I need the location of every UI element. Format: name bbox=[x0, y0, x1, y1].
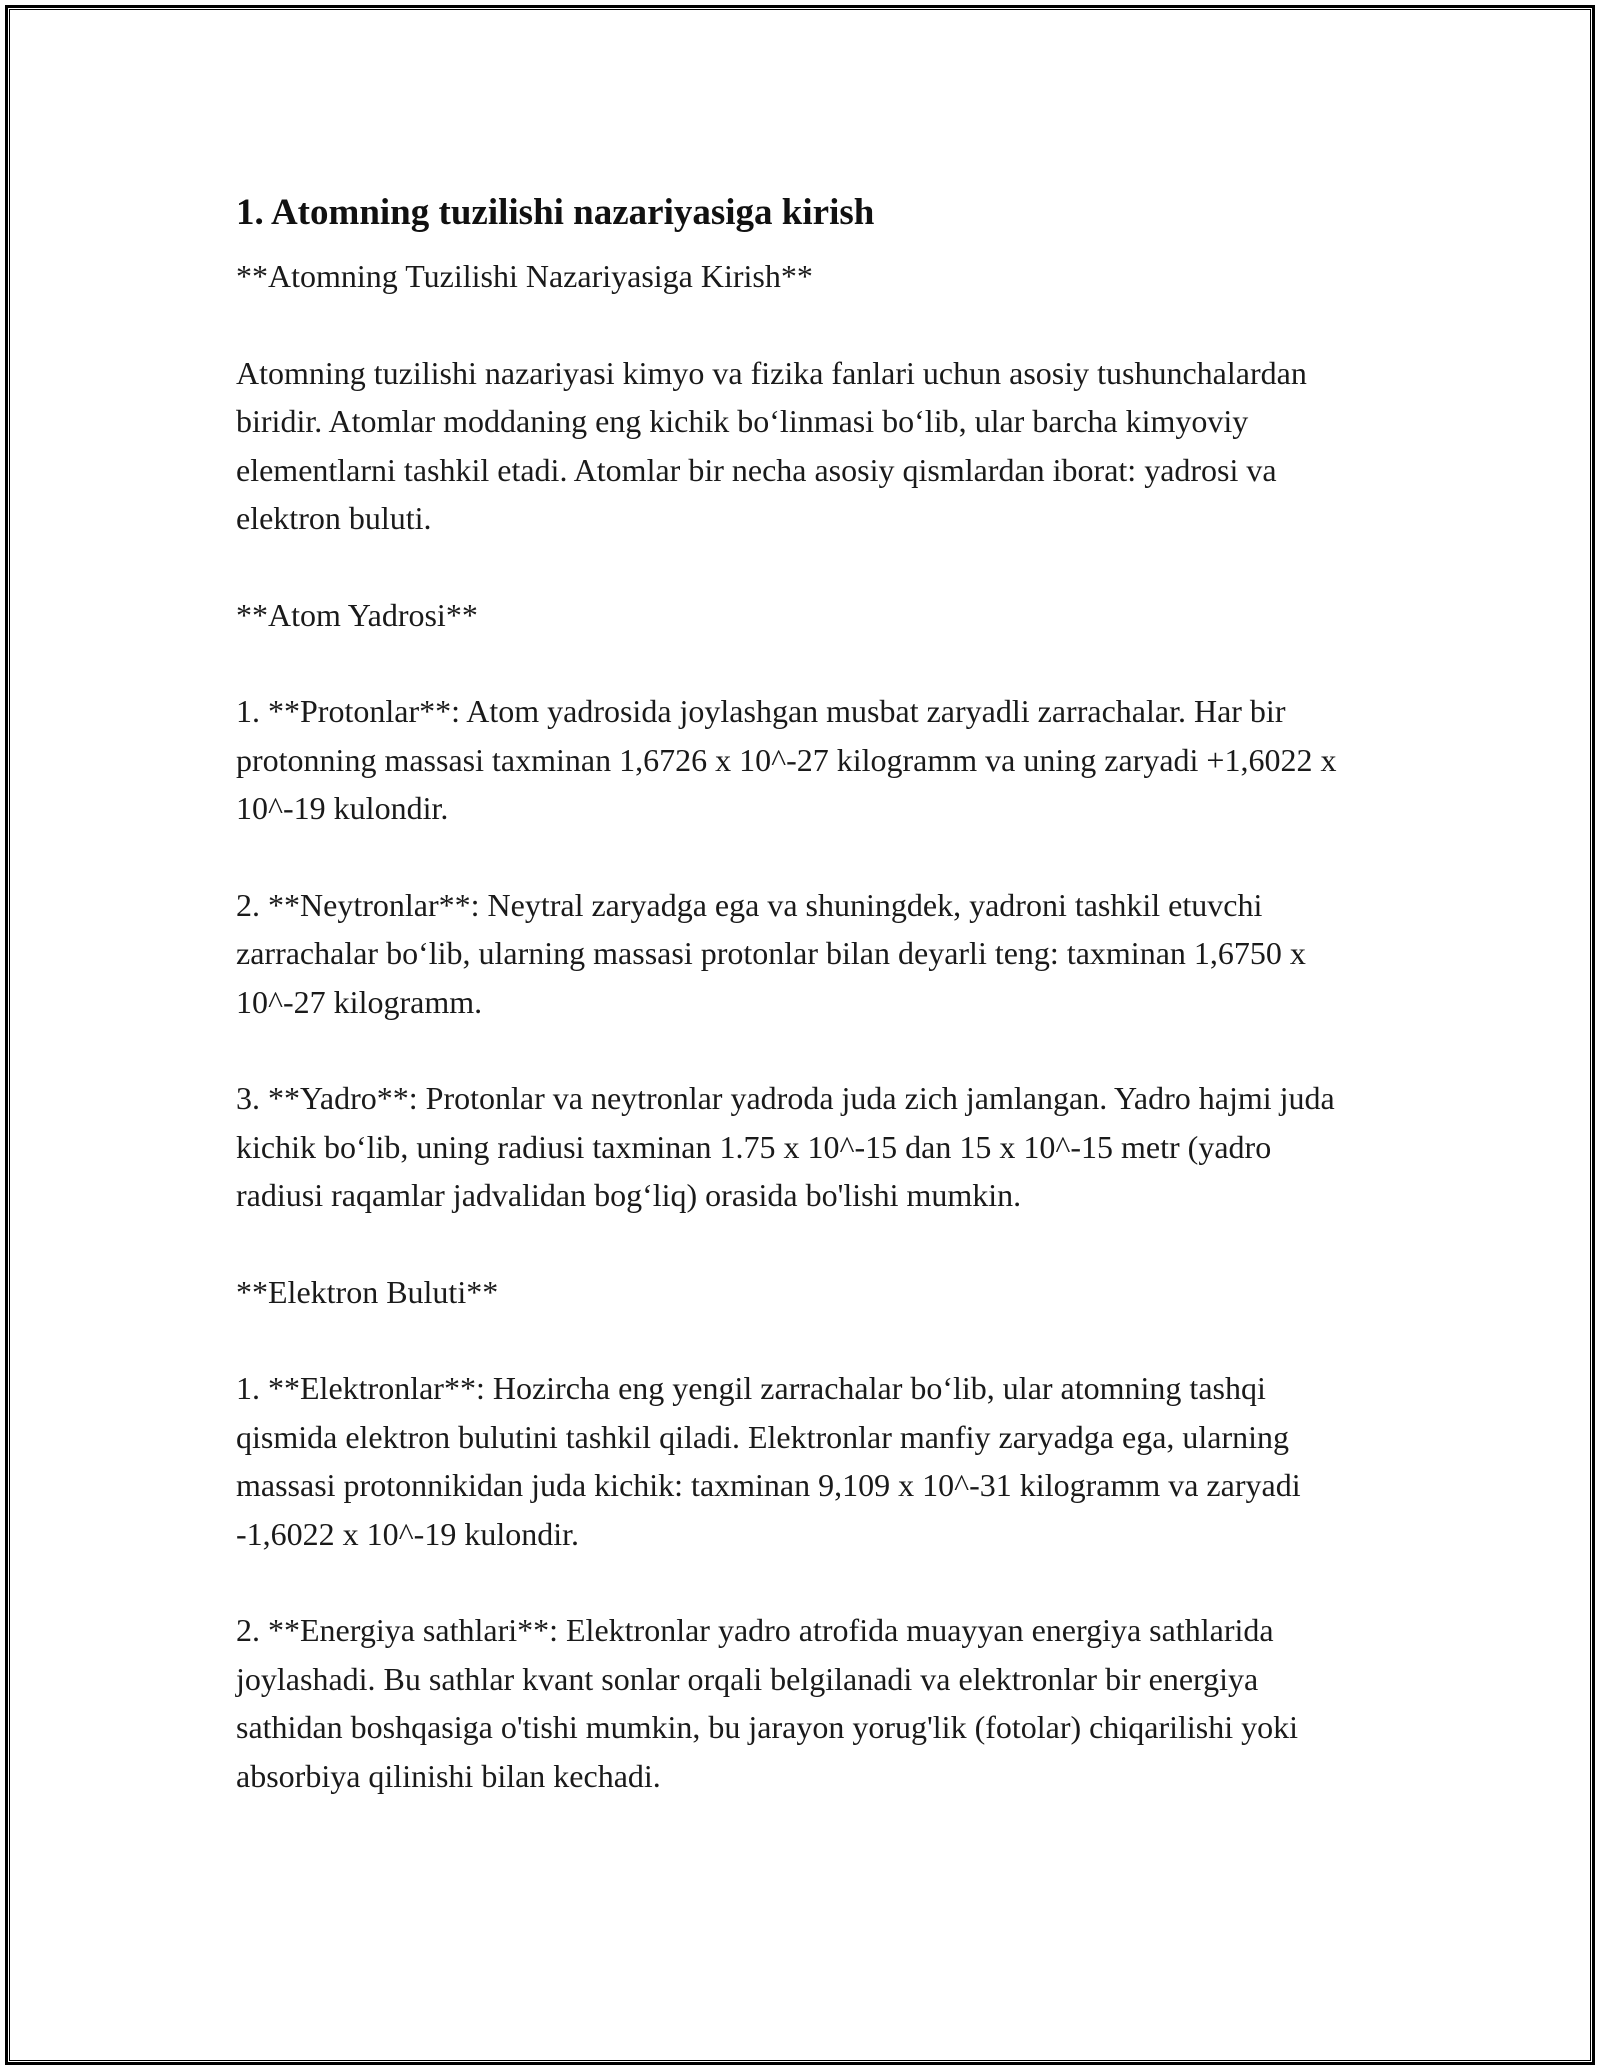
electrons-paragraph: 1. **Elektronlar**: Hozircha eng yengil zarrachalar bo‘lib, ular atomning tashqi qismida elektron bulutini tashkil qiladi. Elektronlar manfiy zaryadga ega, ularning massasi protonnikidan juda kichik: taxminan 9,109 x 10^-31 kilogramm va zaryadi -1,6022 x 10^-19 kulondir. bbox=[236, 1370, 1301, 1552]
neutrons-paragraph: 2. **Neytronlar**: Neytral zaryadga ega va shuningdek, yadroni tashkil etuvchi zarrachalar bo‘lib, ularning massasi protonlar bilan deyarli teng: taxminan 1,6750 x 10^-27 kilogramm. bbox=[236, 886, 1306, 1020]
energy-levels-paragraph: 2. **Energiya sathlari**: Elektronlar yadro atrofida muayyan energiya sathlarida joylashadi. Bu sathlar kvant sonlar orqali belgilanadi va elektronlar bir energiya sathidan boshqasiga o'tishi mumkin, bu jarayon yorug'lik (fotolar) chiqarilishi yoki absorbiya qilinishi bilan kechadi. bbox=[236, 1612, 1299, 1794]
subtitle-paragraph: **Atomning Tuzilishi Nazariyasiga Kirish** bbox=[236, 258, 813, 294]
document-body bbox=[236, 186, 1366, 1848]
section-heading: 1. Atomning tuzilishi nazariyasiga kirish bbox=[236, 192, 875, 233]
nucleus-paragraph: 3. **Yadro**: Protonlar va neytronlar yadroda juda zich jamlangan. Yadro hajmi juda kichik bo‘lib, uning radiusi taxminan 1.75 x 10^-15 dan 15 x 10^-15 metr (yadro radiusi raqamlar jadvalidan bog‘liq) orasida bo'lishi mumkin. bbox=[236, 1080, 1335, 1213]
protons-paragraph: 1. **Protonlar**: Atom yadrosida joylashgan musbat zaryadli zarrachalar. Har bir protonning massasi taxminan 1,6726 x 10^-27 kilogramm va uning zaryadi +1,6022 x 10^-19 kulondir. bbox=[236, 693, 1337, 826]
electron-cloud-heading: **Elektron Buluti** bbox=[236, 1273, 499, 1310]
intro-paragraph: Atomning tuzilishi nazariyasi kimyo va fizika fanlari uchun asosiy tushunchalardan biridir. Atomlar moddaning eng kichik bo‘linmasi bo‘lib, ular barcha kimyoviy elementlarni tashkil etadi. Atomlar bir necha asosiy qismlardan iborat: yadrosi va elektron buluti. bbox=[236, 354, 1307, 536]
atom-nucleus-heading: **Atom Yadrosi** bbox=[236, 596, 478, 633]
